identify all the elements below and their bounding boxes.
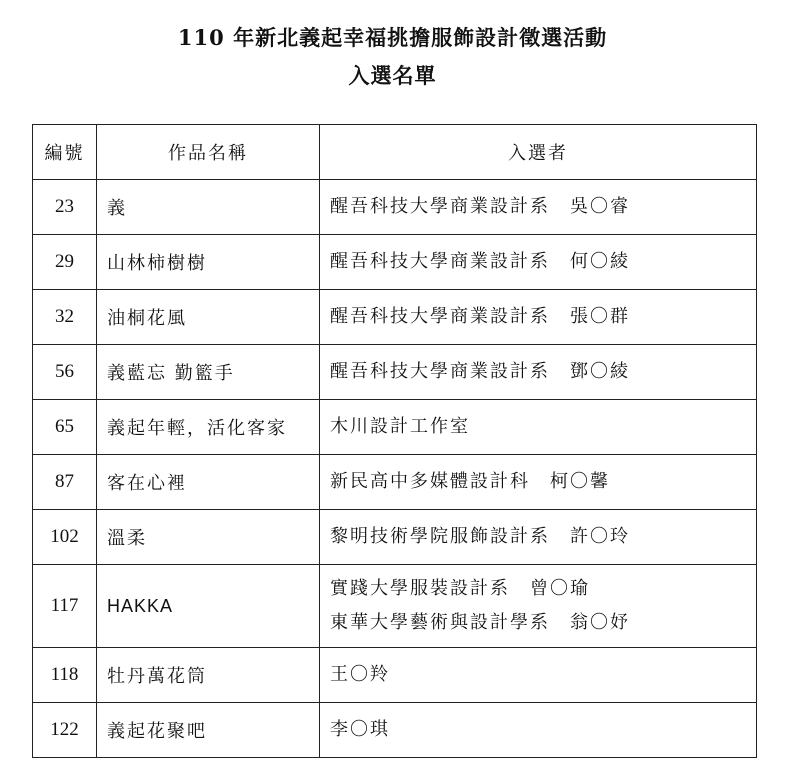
selectee-cell [320, 345, 757, 400]
table-row [33, 345, 757, 400]
header-number: 編號 [33, 125, 97, 180]
selectee-name: 新民高中多媒體設計科 柯〇馨 [330, 471, 610, 492]
selectee-name: 木川設計工作室 [330, 416, 470, 437]
selectee-name: 醒吾科技大學商業設計系 何〇綾 [330, 251, 630, 272]
selectee-cell [320, 565, 757, 648]
selectee-cell [320, 400, 757, 455]
document-title: 110 年新北義起幸福挑擔服飾設計徵選活動 [177, 25, 608, 50]
document-subtitle: 入選名單 [348, 63, 437, 88]
selectee-name: 東華大學藝術與設計學系 翁〇妤 [330, 612, 630, 633]
work-name: 牡丹萬花筒 [97, 648, 320, 703]
entry-number: 117 [33, 565, 97, 648]
selectee-name: 黎明技術學院服飾設計系 許〇玲 [330, 526, 630, 547]
entry-number: 122 [33, 703, 97, 758]
table-row [33, 510, 757, 565]
work-name: 義 [97, 180, 320, 235]
selectee-cell [320, 180, 757, 235]
table-row [33, 290, 757, 345]
selectee-cell [320, 703, 757, 758]
selectee-name: 醒吾科技大學商業設計系 鄧〇綾 [330, 361, 630, 382]
work-name: HAKKA [97, 565, 320, 648]
selectee-name: 醒吾科技大學商業設計系 張〇群 [330, 306, 630, 327]
table-row [33, 455, 757, 510]
work-name: 義起花聚吧 [97, 703, 320, 758]
entry-number: 29 [33, 235, 97, 290]
selectee-name: 醒吾科技大學商業設計系 吳〇睿 [330, 196, 630, 217]
table-row [33, 180, 757, 235]
selectee-name: 王〇羚 [330, 664, 390, 685]
table-row [33, 565, 757, 648]
selectee-cell [320, 290, 757, 345]
entry-number: 32 [33, 290, 97, 345]
table-header-row [33, 125, 757, 180]
entry-number: 102 [33, 510, 97, 565]
entry-number: 65 [33, 400, 97, 455]
entry-number: 23 [33, 180, 97, 235]
table-row [33, 400, 757, 455]
selection-table [32, 124, 757, 758]
header-work-name: 作品名稱 [97, 125, 320, 180]
selectee-name: 實踐大學服裝設計系 曾〇瑜 [330, 578, 590, 599]
work-name: 山林柿樹樹 [97, 235, 320, 290]
selectee-cell [320, 648, 757, 703]
work-name: 義起年輕，活化客家 [97, 400, 320, 455]
selectee-cell [320, 510, 757, 565]
table-row [33, 703, 757, 758]
header-selectee: 入選者 [320, 125, 757, 180]
selectee-cell [320, 235, 757, 290]
work-name: 油桐花風 [97, 290, 320, 345]
work-name: 義藍忘 勤籃手 [97, 345, 320, 400]
entry-number: 87 [33, 455, 97, 510]
table-row [33, 235, 757, 290]
selectee-name: 李〇琪 [330, 719, 390, 740]
work-name: 客在心裡 [97, 455, 320, 510]
selectee-cell [320, 455, 757, 510]
entry-number: 118 [33, 648, 97, 703]
work-name: 溫柔 [97, 510, 320, 565]
entry-number: 56 [33, 345, 97, 400]
table-row [33, 648, 757, 703]
